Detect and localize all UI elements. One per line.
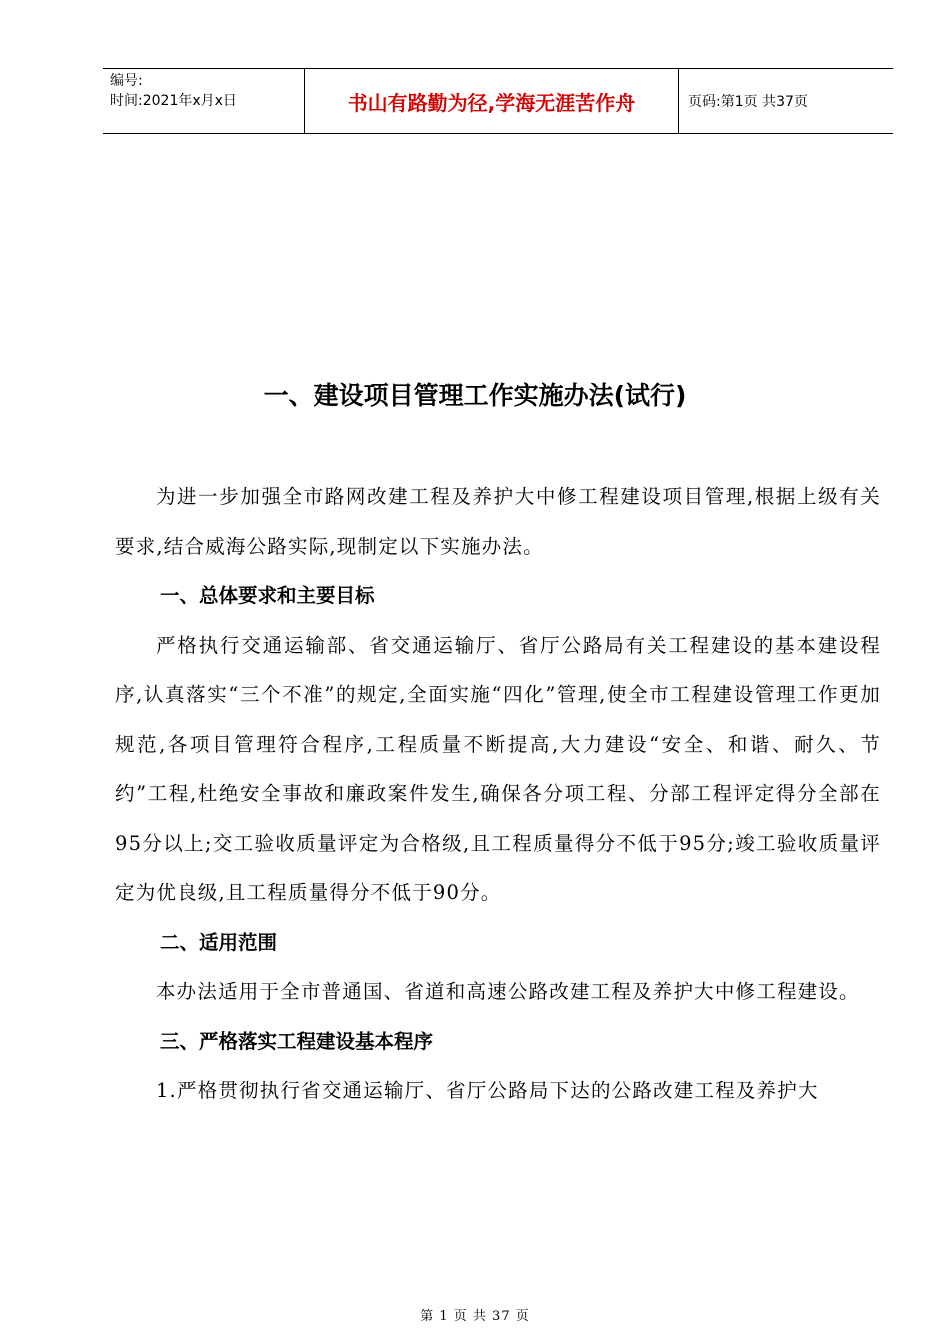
section-2-heading: 二、适用范围 [160, 930, 278, 954]
intro-paragraph: 为进一步加强全市路网改建工程及养护大中修工程建设项目管理,根据上级有关要求,结合威海公路实际,现制定以下实施办法。 [115, 485, 881, 558]
document-title: 一、建设项目管理工作实施办法(试行) [263, 381, 687, 410]
section-1-heading: 一、总体要求和主要目标 [160, 584, 375, 607]
section-2-paragraph: 本办法适用于全市普通国、省道和高速公路改建工程及养护大中修工程建设。 [155, 980, 860, 1003]
document-number-label: 编号: [110, 73, 143, 89]
header-motto: 书山有路勤为径,学海无涯苦作舟 [305, 69, 679, 133]
page-footer: 第 1 页 共 37 页 [420, 1309, 530, 1324]
header-meta [103, 69, 305, 133]
document-body [115, 472, 881, 1116]
section-1-paragraph: 严格执行交通运输部、省交通运输厅、省厅公路局有关工程建设的基本建设程序,认真落实“三个不准”的规定,全面实施“四化”管理,使全市工程建设管理工作更加规范,各项目管理符合程序,工程质量不断提高,大力建设“安全、和谐、耐久、节约”工程,杜绝安全事故和廉政案件发生,确保各分项工程、分部工程评定得分全部在95分以上;交工验收质量评定为合格级,且工程质量得分不低于95分;竣工验收质量评定为优良级,且工程质量得分不低于90分。 [115, 633, 881, 904]
document-date: 时间:2021年x月x日 [110, 93, 237, 109]
page-header [103, 68, 893, 134]
section-3-heading: 三、严格落实工程建设基本程序 [160, 1029, 434, 1053]
header-page-info: 页码:第1页 共37页 [688, 94, 808, 110]
section-3-paragraph: 1.严格贯彻执行省交通运输厅、省厅公路局下达的公路改建工程及养护大 [155, 1079, 819, 1102]
